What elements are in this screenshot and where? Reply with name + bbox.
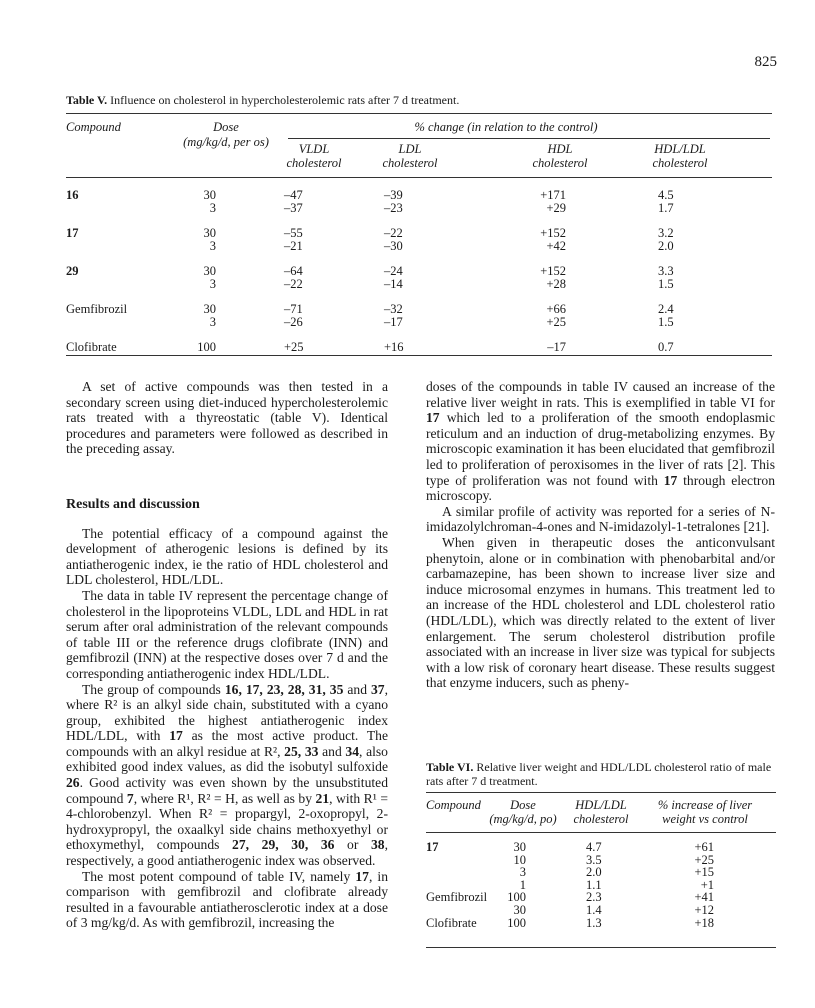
right-column bbox=[426, 379, 775, 691]
table-vi-dose-cell: 3 bbox=[519, 865, 526, 880]
table-vi-header-rule bbox=[426, 832, 776, 833]
table-v-header-hdl-sub: cholesterol bbox=[532, 156, 588, 170]
table-vi-label: Table VI. bbox=[426, 760, 474, 774]
table-vi-increase-cell: +15 bbox=[694, 865, 714, 880]
table-v-hdl-cell: +25 bbox=[546, 314, 566, 329]
table-vi-ratio-cell: 1.1 bbox=[586, 877, 602, 892]
table-v-header-compound: Compound bbox=[66, 120, 121, 134]
table-v-hdl-cell: +28 bbox=[546, 276, 566, 291]
table-v-header-ratio: HDL/LDL bbox=[654, 142, 706, 156]
table-v-dose-cell: 3 bbox=[209, 238, 216, 253]
table-v-header-vldl: VLDL bbox=[298, 142, 330, 156]
table-v-dose-cell: 3 bbox=[209, 276, 216, 291]
table-v-vldl-cell: –71 bbox=[284, 302, 303, 316]
table-vi-dose-cell: 30 bbox=[513, 903, 526, 917]
table-v-label: Table V. bbox=[66, 93, 108, 107]
section-heading: Results and discussion bbox=[66, 496, 200, 512]
table-v-ratio-cell: 1.7 bbox=[658, 200, 674, 215]
paragraph: doses of the compounds in table IV caused an increase of the relative liver weight in rats. This is exemplified in table VI for 17 which led to a proliferation of the smooth endoplasmic reticulum and an induction of drug-metabolizing enzymes. By microscopic examination it has been elucidated that gemfibrozil led to proliferation of peroxisomes in the liver of rats [2]. This type of proliferation was not found with 17 through electron microscopy. bbox=[426, 379, 775, 504]
table-vi-header-ratio: HDL/LDL bbox=[575, 798, 627, 812]
page-number: 825 bbox=[754, 54, 777, 70]
table-v-ratio-cell: 3.3 bbox=[658, 264, 674, 278]
table-v-dose-cell: 3 bbox=[209, 314, 216, 329]
table-v-ldl-cell: –17 bbox=[384, 314, 403, 329]
table-v-vldl-cell: –22 bbox=[284, 276, 303, 291]
paragraph: The group of compounds 16, 17, 23, 28, 31, 35 and 37, where R² is an alkyl side chain, substituted with a cyano group, exhibited the highest antiatherogenic index HDL/LDL, with 17 as the most active product. The compounds with an alkyl residue at R², 25, 33 and 34, also exhibited good index values, as did the isobutyl sulfoxide 26. Good activity was even shown by the unsubstituted compound 7, where R¹, R² = H, as well as by 21, with R¹ = 4-chlorobenzyl. When R² = propargyl, 2-oxopropyl, 2-hydroxypropyl, the oxaalkyl side chains methoxyethyl or ethoxymethyl, compounds 27, 29, 30, 36 or 38, respectively, a good antiatherogenic index was observed. bbox=[66, 681, 388, 869]
left-column bbox=[66, 379, 388, 931]
paragraph: The most potent compound of table IV, namely 17, in comparison with gemfibrozil and clofibrate already resulted in a favourable antiatherosclerotic index at a dose of 3 mg/kg/d. As with gemfibrozil, increasing the bbox=[66, 868, 388, 931]
table-v-compound-cell: Gemfibrozil bbox=[66, 302, 128, 316]
table-vi-increase-cell: +41 bbox=[694, 890, 714, 905]
table-v-caption-text: Influence on cholesterol in hypercholesterolemic rats after 7 d treatment. bbox=[110, 93, 460, 107]
table-vi-compound-cell: Clofibrate bbox=[426, 915, 477, 930]
table-vi-increase-cell: +61 bbox=[694, 840, 714, 854]
table-vi-increase-cell: +1 bbox=[700, 877, 714, 892]
table-vi-increase-cell: +18 bbox=[694, 915, 714, 930]
table-vi-ratio-cell: 3.5 bbox=[586, 852, 602, 867]
table-v-header-ratio-sub: cholesterol bbox=[652, 156, 708, 170]
table-vi-compound-cell: 17 bbox=[426, 840, 439, 854]
table-v-ldl-cell: –30 bbox=[384, 238, 403, 253]
table-v-ldl-cell: –24 bbox=[384, 264, 403, 278]
table-v-ldl-cell: –22 bbox=[384, 226, 403, 240]
table-v-hdl-cell: +42 bbox=[546, 238, 566, 253]
paragraph: A set of active compounds was then tested in a secondary screen using diet-induced hypercholesterolemic rats treated with a thyreostatic (table V). Identical procedures and parameters were followed as described in the preceding assay. bbox=[66, 379, 388, 457]
table-v-hdl-cell: –17 bbox=[547, 340, 566, 354]
table-v-ratio-cell: 0.7 bbox=[658, 340, 674, 354]
table-v-compound-cell: 17 bbox=[66, 226, 79, 240]
table-v-header-hdl: HDL bbox=[547, 142, 573, 156]
paragraph: A similar profile of activity was reported for a series of N-imidazolylchroman-4-ones and N-imidazolyl-1-tetralones [21]. bbox=[426, 503, 775, 535]
table-v-ldl-cell: –39 bbox=[384, 188, 403, 202]
table-vi-top-rule bbox=[426, 792, 776, 793]
table-v-ratio-cell: 4.5 bbox=[658, 188, 674, 202]
table-v-hdl-cell: +66 bbox=[546, 302, 566, 316]
table-v-header-dose-unit: (mg/kg/d, per os) bbox=[183, 135, 269, 149]
table-v-compound-cell: 29 bbox=[66, 264, 79, 278]
table-v-compound-cell: Clofibrate bbox=[66, 340, 117, 354]
table-v-ratio-cell: 2.0 bbox=[658, 238, 674, 253]
table-v-dose-cell: 30 bbox=[203, 188, 216, 202]
table-v-dose-cell: 30 bbox=[203, 264, 216, 278]
table-vi-header-dose: Dose bbox=[510, 798, 536, 812]
table-vi-header-increase-sub: weight vs control bbox=[662, 812, 748, 826]
table-v-ldl-cell: +16 bbox=[384, 340, 404, 354]
table-v-header-ldl-sub: cholesterol bbox=[382, 156, 438, 170]
table-v-header-vldl-sub: cholesterol bbox=[286, 156, 342, 170]
table-v-header-subrule bbox=[288, 138, 770, 139]
table-v-header-ldl: LDL bbox=[398, 142, 422, 156]
table-v-bottom-rule bbox=[66, 355, 772, 356]
table-v-hdl-cell: +29 bbox=[546, 200, 566, 215]
table-vi-dose-cell: 100 bbox=[507, 890, 526, 905]
table-v-vldl-cell: –21 bbox=[284, 238, 303, 253]
table-v-ratio-cell: 3.2 bbox=[658, 226, 674, 240]
table-vi-ratio-cell: 2.0 bbox=[586, 865, 602, 880]
paragraph: The data in table IV represent the percentage change of cholesterol in the lipoproteins VLDL, LDL and HDL in rat serum after oral administration of the relevant compounds of table III or the reference drugs clofibrate (INN) and gemfibrozil (INN) at the respective doses over 7 d and the corresponding antiatherogenic index HDL/LDL. bbox=[66, 587, 388, 681]
table-vi-bottom-rule bbox=[426, 947, 776, 948]
table-v-ldl-cell: –23 bbox=[384, 200, 403, 215]
table-v-dose-cell: 3 bbox=[209, 200, 216, 215]
table-v-caption bbox=[66, 93, 766, 108]
paragraph: When given in therapeutic doses the anticonvulsant phenytoin, alone or in combination with phenobarbital and/or carbamazepine, has been shown to increase liver size and induce microsomal enzymes in humans. This treatment led to an increase of the HDL cholesterol and LDL cholesterol ratio (HDL/LDL), which was directly related to the extent of liver enlargement. The serum cholesterol distribution profile associated with an increase in liver size was typical for subjects with a low risk of coronary heart disease. These results suggest that enzyme inducers, such as pheny- bbox=[426, 534, 775, 691]
table-vi-dose-cell: 100 bbox=[507, 915, 526, 930]
table-v-ratio-cell: 2.4 bbox=[658, 302, 674, 316]
table-v-hdl-cell: +171 bbox=[540, 188, 566, 202]
table-vi-caption-text: Relative liver weight and HDL/LDL cholesterol ratio of male rats after 7 d treatment. bbox=[426, 760, 772, 788]
table-v-vldl-cell: –26 bbox=[284, 314, 303, 329]
table-v-hdl-cell: +152 bbox=[540, 264, 566, 278]
table-v-hdl-cell: +152 bbox=[540, 226, 566, 240]
table-vi-increase-cell: +12 bbox=[694, 903, 714, 917]
table-vi-caption bbox=[426, 760, 776, 788]
table-v-vldl-cell: –37 bbox=[284, 200, 303, 215]
table-v-ratio-cell: 1.5 bbox=[658, 314, 674, 329]
table-vi-header-increase: % increase of liver bbox=[657, 798, 753, 812]
table-vi-dose-cell: 30 bbox=[513, 840, 526, 854]
table-vi-compound-cell: Gemfibrozil bbox=[426, 890, 488, 905]
table-v-header-dose: Dose bbox=[213, 120, 239, 134]
table-v-dose-cell: 30 bbox=[203, 302, 216, 316]
table-vi-ratio-cell: 4.7 bbox=[586, 840, 602, 854]
table-vi-ratio-cell: 1.3 bbox=[586, 915, 602, 930]
table-vi-header-ratio-sub: cholesterol bbox=[573, 812, 629, 826]
table-vi-header-dose-unit: (mg/kg/d, po) bbox=[489, 812, 557, 826]
table-v-ldl-cell: –14 bbox=[384, 276, 403, 291]
table-v-ldl-cell: –32 bbox=[384, 302, 403, 316]
table-v-header-change: % change (in relation to the control) bbox=[414, 120, 598, 134]
table-v-vldl-cell: –47 bbox=[284, 188, 303, 202]
table-vi-header-compound: Compound bbox=[426, 798, 481, 812]
table-v-dose-cell: 30 bbox=[203, 226, 216, 240]
table-vi-dose-cell: 1 bbox=[519, 877, 526, 892]
table-v-vldl-cell: –64 bbox=[284, 264, 303, 278]
table-v-vldl-cell: –55 bbox=[284, 226, 303, 240]
table-v-header-bottom-rule bbox=[66, 177, 772, 178]
table-v-vldl-cell: +25 bbox=[284, 340, 304, 354]
table-v-top-rule bbox=[66, 113, 772, 114]
table-v-compound-cell: 16 bbox=[66, 188, 79, 202]
table-vi-increase-cell: +25 bbox=[694, 852, 714, 867]
table-vi-dose-cell: 10 bbox=[513, 852, 526, 867]
table-vi-ratio-cell: 1.4 bbox=[586, 903, 602, 917]
table-v-ratio-cell: 1.5 bbox=[658, 276, 674, 291]
table-vi-ratio-cell: 2.3 bbox=[586, 890, 602, 905]
table-v-dose-cell: 100 bbox=[197, 340, 216, 354]
paragraph: The potential efficacy of a compound against the development of atherogenic lesions is defined by its antiatherogenic index, ie the ratio of HDL cholesterol and LDL cholesterol, HDL/LDL. bbox=[66, 525, 388, 588]
